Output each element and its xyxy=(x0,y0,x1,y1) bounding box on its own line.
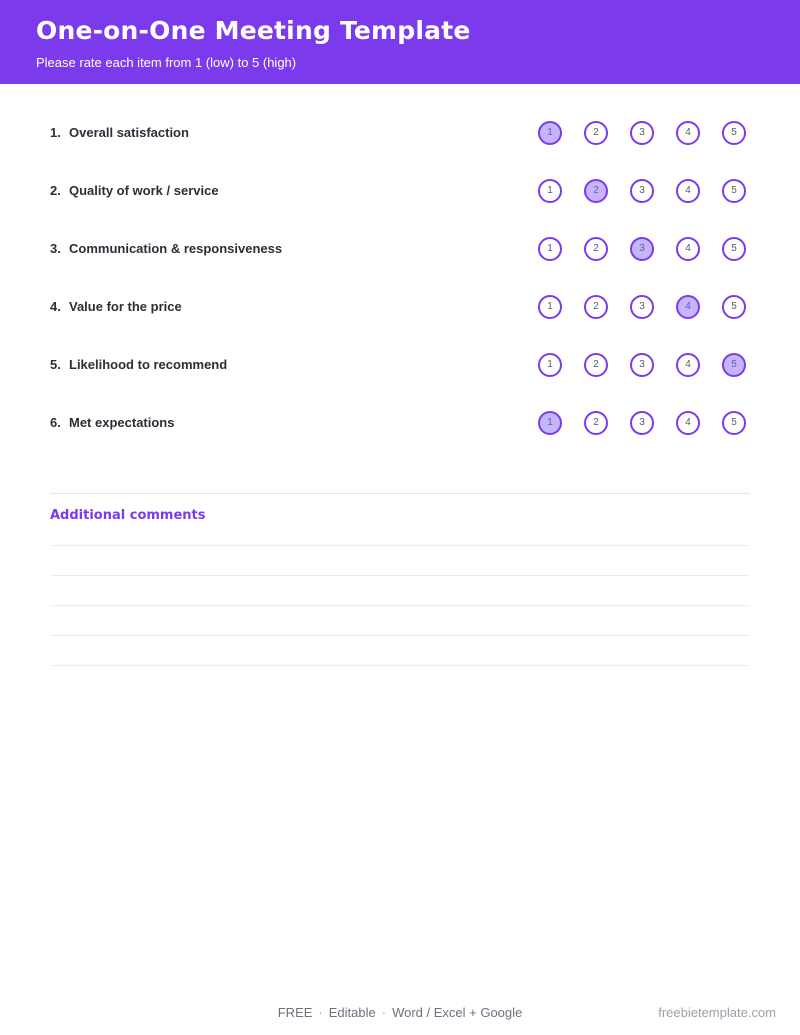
rating-option-4[interactable]: 4 xyxy=(676,353,700,377)
page-title: One-on-One Meeting Template xyxy=(36,16,471,45)
rating-option-5[interactable]: 5 xyxy=(722,121,746,145)
question-row xyxy=(50,294,750,320)
question-row xyxy=(50,352,750,378)
question-text: Value for the price xyxy=(69,299,182,314)
footer-tag-free: FREE xyxy=(277,1005,313,1020)
rating-option-5[interactable]: 5 xyxy=(722,411,746,435)
rating-scale xyxy=(50,410,750,436)
rating-option-2[interactable]: 2 xyxy=(584,179,608,203)
question-row xyxy=(50,236,750,262)
rating-option-1[interactable]: 1 xyxy=(538,411,562,435)
rating-option-4[interactable]: 4 xyxy=(676,121,700,145)
rating-scale xyxy=(50,236,750,262)
rating-scale xyxy=(50,120,750,146)
rating-option-1[interactable]: 1 xyxy=(538,353,562,377)
footer-separator: · xyxy=(381,1005,387,1020)
rating-option-4[interactable]: 4 xyxy=(676,237,700,261)
rating-option-3[interactable]: 3 xyxy=(630,179,654,203)
question-number: 2. xyxy=(50,183,61,198)
rating-option-3[interactable]: 3 xyxy=(630,295,654,319)
footer-site[interactable]: freebietemplate.com xyxy=(658,1005,776,1020)
question-number: 5. xyxy=(50,357,61,372)
question-row xyxy=(50,120,750,146)
page-subtitle: Please rate each item from 1 (low) to 5 (high) xyxy=(36,55,297,70)
rating-option-2[interactable]: 2 xyxy=(584,353,608,377)
rating-scale xyxy=(50,294,750,320)
footer-tag-editable: Editable xyxy=(328,1005,376,1020)
question-text: Communication & responsiveness xyxy=(69,241,283,256)
rating-option-5[interactable]: 5 xyxy=(722,295,746,319)
rating-option-2[interactable]: 2 xyxy=(584,121,608,145)
comment-line[interactable] xyxy=(50,605,750,606)
question-number: 6. xyxy=(50,415,61,430)
question-number: 1. xyxy=(50,125,61,140)
rating-option-1[interactable]: 1 xyxy=(538,179,562,203)
question-text: Likelihood to recommend xyxy=(69,357,228,372)
rating-option-3[interactable]: 3 xyxy=(630,411,654,435)
rating-scale xyxy=(50,352,750,378)
rating-option-5[interactable]: 5 xyxy=(722,353,746,377)
rating-option-4[interactable]: 4 xyxy=(676,295,700,319)
comment-line[interactable] xyxy=(50,545,750,546)
rating-scale xyxy=(50,178,750,204)
footer-tag-formats: Word / Excel + Google xyxy=(392,1005,523,1020)
question-text: Quality of work / service xyxy=(69,183,219,198)
comment-line[interactable] xyxy=(50,635,750,636)
footer-separator: · xyxy=(318,1005,323,1020)
rating-option-4[interactable]: 4 xyxy=(676,411,700,435)
rating-option-1[interactable]: 1 xyxy=(538,121,562,145)
question-row xyxy=(50,410,750,436)
question-number: 4. xyxy=(50,299,61,314)
question-text: Met expectations xyxy=(69,415,175,430)
rating-option-3[interactable]: 3 xyxy=(630,353,654,377)
rating-option-1[interactable]: 1 xyxy=(538,237,562,261)
question-text: Overall satisfaction xyxy=(69,125,189,140)
section-divider xyxy=(50,493,750,494)
question-row xyxy=(50,178,750,204)
page-header xyxy=(0,0,800,84)
question-number: 3. xyxy=(50,241,61,256)
rating-option-5[interactable]: 5 xyxy=(722,237,746,261)
rating-option-3[interactable]: 3 xyxy=(630,237,654,261)
comment-line[interactable] xyxy=(50,575,750,576)
comment-line[interactable] xyxy=(50,665,750,666)
rating-option-1[interactable]: 1 xyxy=(538,295,562,319)
rating-option-2[interactable]: 2 xyxy=(584,237,608,261)
rating-option-5[interactable]: 5 xyxy=(722,179,746,203)
rating-option-2[interactable]: 2 xyxy=(584,295,608,319)
comments-heading: Additional comments xyxy=(50,508,206,523)
rating-option-3[interactable]: 3 xyxy=(630,121,654,145)
rating-option-4[interactable]: 4 xyxy=(676,179,700,203)
rating-option-2[interactable]: 2 xyxy=(584,411,608,435)
